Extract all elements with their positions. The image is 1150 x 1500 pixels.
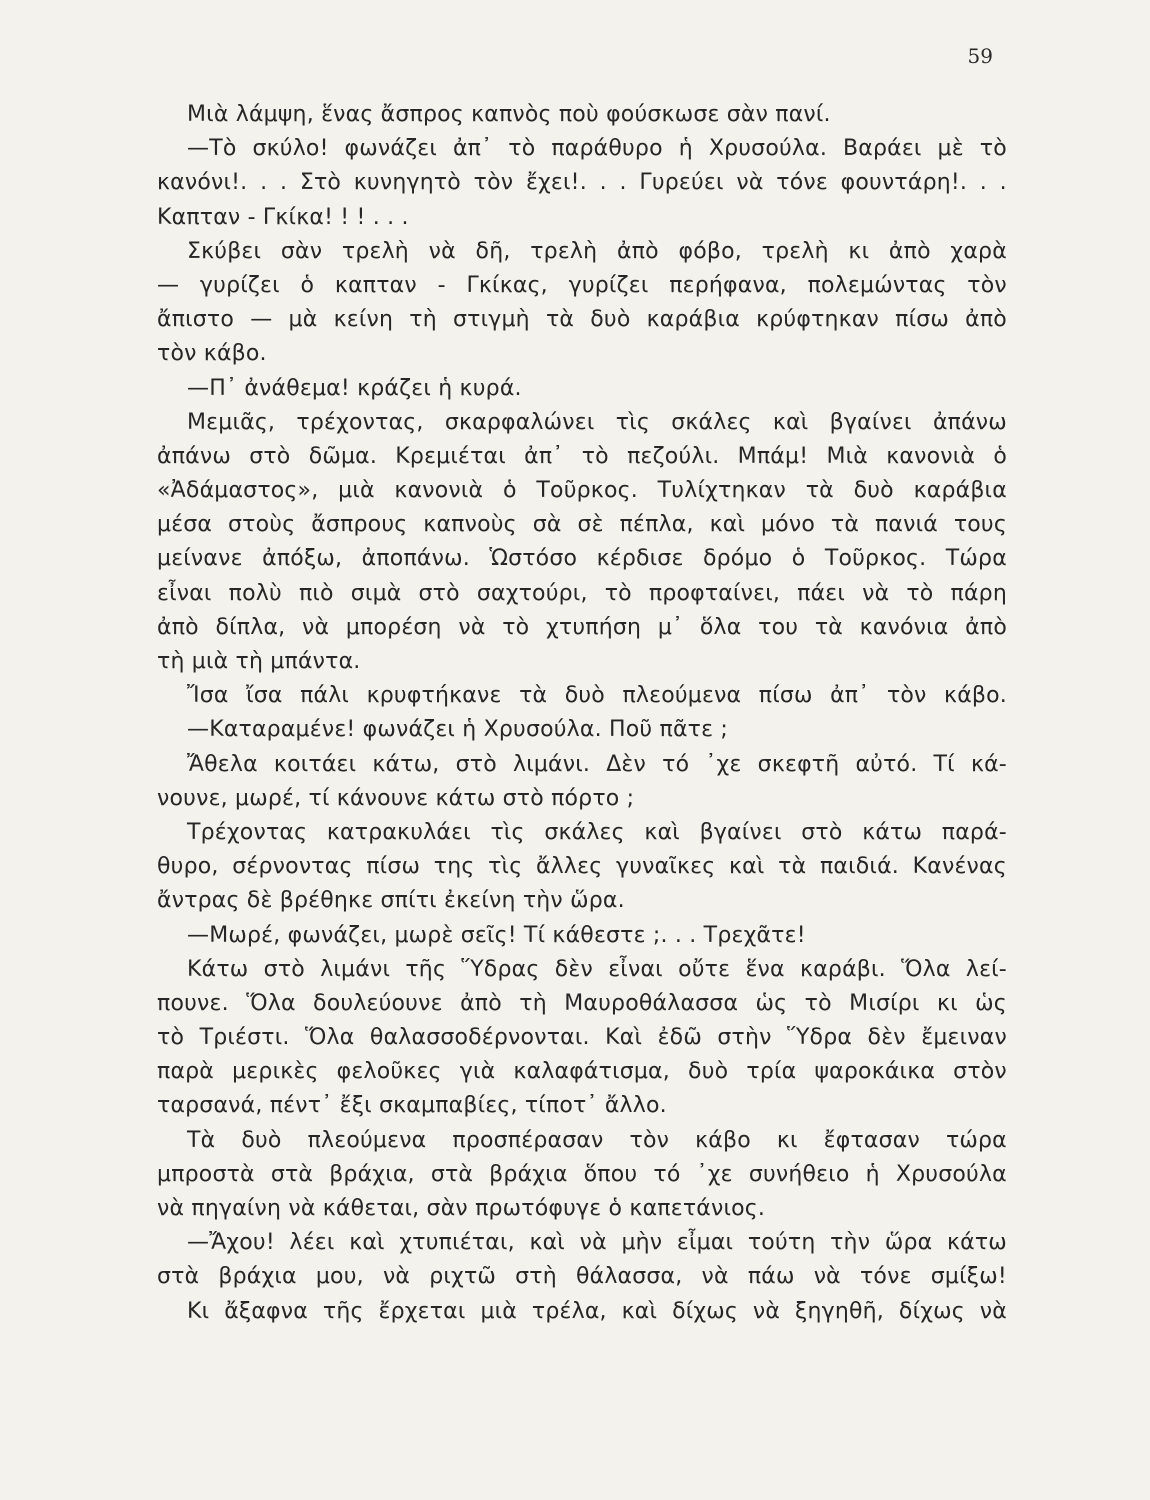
text-line: ἄντρας δὲ βρέθηκε σπίτι ἐκείνη τὴν ὥρα. (157, 888, 625, 914)
text-line: Μεμιᾶς, τρέχοντας, σκαρφαλώνει τὶς σκάλες καὶ βγαίνει ἀπάνω (187, 409, 1007, 435)
page-number: 59 (967, 44, 993, 68)
text-line: μέσα στοὺς ἄσπρους καπνοὺς σὰ σὲ πέπλα, καὶ μόνο τὰ πανιά τους (157, 512, 1007, 538)
text-line: ἀπὸ δίπλα, νὰ μπορέση νὰ τὸ χτυπήση μ᾿ ὅλα του τὰ κανόνια ἀπὸ (157, 614, 1007, 640)
text-line: Ἄθελα κοιτάει κάτω, στὸ λιμάνι. Δὲν τό ᾿χε σκεφτῆ αὐτό. Τί κά- (187, 751, 1007, 777)
text-line: θυρο, σέρνοντας πίσω της τὶς ἄλλες γυναῖκες καὶ τὰ παιδιά. Κανένας (157, 854, 1007, 880)
text-line: μπροστὰ στὰ βράχια, στὰ βράχια ὅπου τό ᾿χε συνήθειο ἡ Χρυσούλα (157, 1161, 1007, 1187)
text-line: ἀπάνω στὸ δῶμα. Κρεμιέται ἀπ᾿ τὸ πεζούλι. Μπάμ! Μιὰ κανονιὰ ὁ (157, 443, 1007, 469)
text-line: Ἴσα ἴσα πάλι κρυφτήκανε τὰ δυὸ πλεούμενα πίσω ἀπ᾿ τὸν κάβο. (187, 683, 1007, 709)
text-line: τὴ μιὰ τὴ μπάντα. (157, 649, 361, 674)
text-line: —Μωρέ, φωνάζει, μωρὲ σεῖς! Τί κάθεστε ;. . . Τρεχᾶτε! (187, 922, 806, 948)
body-text (157, 98, 1007, 1329)
text-line: ταρσανά, πέντ᾿ ἔξι σκαμπαβίες, τίποτ᾿ ἄλλο. (157, 1093, 667, 1119)
text-line: Τρέχοντας κατρακυλάει τὶς σκάλες καὶ βγαίνει στὸ κάτω παρά- (187, 819, 1007, 845)
text-line: ἄπιστο — μὰ κείνη τὴ στιγμὴ τὰ δυὸ καράβια κρύφτηκαν πίσω ἀπὸ (157, 307, 1007, 333)
text-line: τὸ Τριέστι. Ὅλα θαλασσοδέρνονται. Καὶ ἐδῶ στὴν Ὕδρα δὲν ἔμειναν (157, 1025, 1007, 1051)
text-line: —Ἄχου! λέει καὶ χτυπιέται, καὶ νὰ μὴν εἶμαι τούτη τὴν ὥρα κάτω (187, 1230, 1007, 1256)
text-line: Καπταν - Γκίκα! ! ! . . . (157, 204, 409, 230)
text-line: Κι ἄξαφνα τῆς ἔρχεται μιὰ τρέλα, καὶ δίχως νὰ ξηγηθῆ, δίχως νὰ (187, 1298, 1007, 1324)
text-line: μείνανε ἀπόξω, ἀποπάνω. Ὡστόσο κέρδισε δρόμο ὁ Τοῦρκος. Τώρα (157, 546, 1007, 572)
text-line: νουνε, μωρέ, τί κάνουνε κάτω στὸ πόρτο ; (157, 785, 635, 811)
text-line: Τὰ δυὸ πλεούμενα προσπέρασαν τὸν κάβο κι ἔφτασαν τώρα (187, 1127, 1007, 1153)
text-line: Κάτω στὸ λιμάνι τῆς Ὕδρας δὲν εἶναι οὔτε ἕνα καράβι. Ὅλα λεί- (187, 956, 1007, 982)
text-line: εἶναι πολὺ πιὸ σιμὰ στὸ σαχτούρι, τὸ προφταίνει, πάει νὰ τὸ πάρη (157, 580, 1007, 606)
text-line: κανόνι!. . . Στὸ κυνηγητὸ τὸν ἔχει!. . . Γυρεύει νὰ τόνε φουντάρη!. . . (157, 170, 1007, 196)
text-line: Μιὰ λάμψη, ἕνας ἄσπρος καπνὸς ποὺ φούσκωσε σὰν πανί. (187, 102, 831, 127)
text-line: «Ἀδάμαστος», μιὰ κανονιὰ ὁ Τοῦρκος. Τυλίχτηκαν τὰ δυὸ καράβια (157, 478, 1007, 504)
text-line: στὰ βράχια μου, νὰ ριχτῶ στὴ θάλασσα, νὰ πάω νὰ τόνε σμίξω! (157, 1264, 1007, 1290)
text-line: —Π᾿ ἀνάθεμα! κράζει ἡ κυρά. (187, 375, 522, 401)
text-line: παρὰ μερικὲς φελοῦκες γιὰ καλαφάτισμα, δυὸ τρία ψαροκάικα στὸν (157, 1059, 1007, 1085)
text-line: —Τὸ σκύλο! φωνάζει ἀπ᾿ τὸ παράθυρο ἡ Χρυσούλα. Βαράει μὲ τὸ (187, 136, 1007, 162)
text-line: τὸν κάβο. (157, 341, 267, 367)
text-line: Σκύβει σὰν τρελὴ νὰ δῆ, τρελὴ ἀπὸ φόβο, τρελὴ κι ἀπὸ χαρὰ (187, 238, 1007, 264)
text-line: —Καταραμένε! φωνάζει ἡ Χρυσούλα. Ποῦ πᾶτε ; (187, 717, 729, 743)
text-line: πουνε. Ὅλα δουλεύουνε ἀπὸ τὴ Μαυροθάλασσα ὡς τὸ Μισίρι κι ὡς (157, 990, 1007, 1016)
text-line: νὰ πηγαίνη νὰ κάθεται, σὰν πρωτόφυγε ὁ καπετάνιος. (157, 1196, 766, 1221)
text-line: — γυρίζει ὁ καπταν - Γκίκας, γυρίζει περήφανα, πολεμώντας τὸν (157, 272, 1007, 298)
